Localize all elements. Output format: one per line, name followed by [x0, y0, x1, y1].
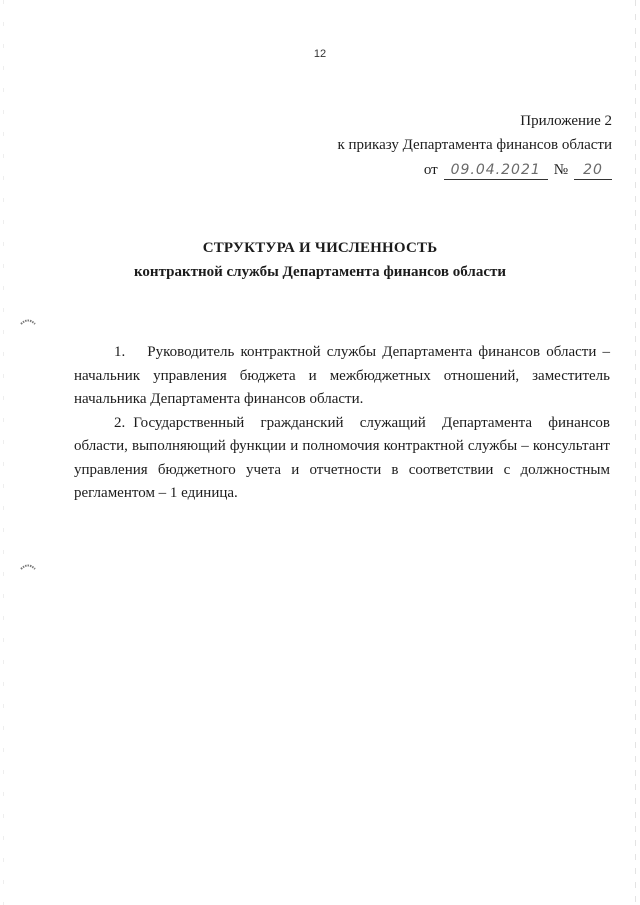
- number-prefix: №: [553, 162, 568, 178]
- document-subtitle: контрактной службы Департамента финансов области: [133, 264, 506, 280]
- punch-hole-mark: [20, 318, 36, 325]
- appendix-dateline: [424, 160, 612, 180]
- handwritten-date: 09.04.2021: [444, 161, 548, 180]
- document-title: СТРУКТУРА И ЧИСЛЕННОСТЬ: [202, 240, 438, 256]
- punch-hole-mark: [20, 563, 36, 570]
- date-prefix: от: [423, 162, 438, 178]
- appendix-order-reference: к приказу Департамента финансов области: [337, 137, 612, 153]
- scan-edge-left: [3, 0, 4, 905]
- list-item-number: 2.: [114, 414, 126, 431]
- page-number: 12: [313, 48, 327, 60]
- document-body: [74, 341, 610, 506]
- list-item: [74, 412, 610, 506]
- scan-edge-right: [635, 0, 636, 905]
- list-item-text: Руководитель контрактной службы Департамента финансов области – начальник управления бюджета и межбюджетных отношений, заместитель начальника Департамента финансов области.: [74, 344, 610, 407]
- list-item-number: 1.: [114, 344, 126, 360]
- handwritten-number: 20: [574, 161, 612, 180]
- list-item: [74, 341, 610, 412]
- list-item-text: Государственный гражданский служащий Департамента финансов области, выполняющий функции и полномочия контрактной службы – консультант управления бюджетного учета и отчетности в соответствии с должностным регламентом – 1 единица.: [74, 414, 610, 501]
- appendix-title: Приложение 2: [520, 113, 612, 129]
